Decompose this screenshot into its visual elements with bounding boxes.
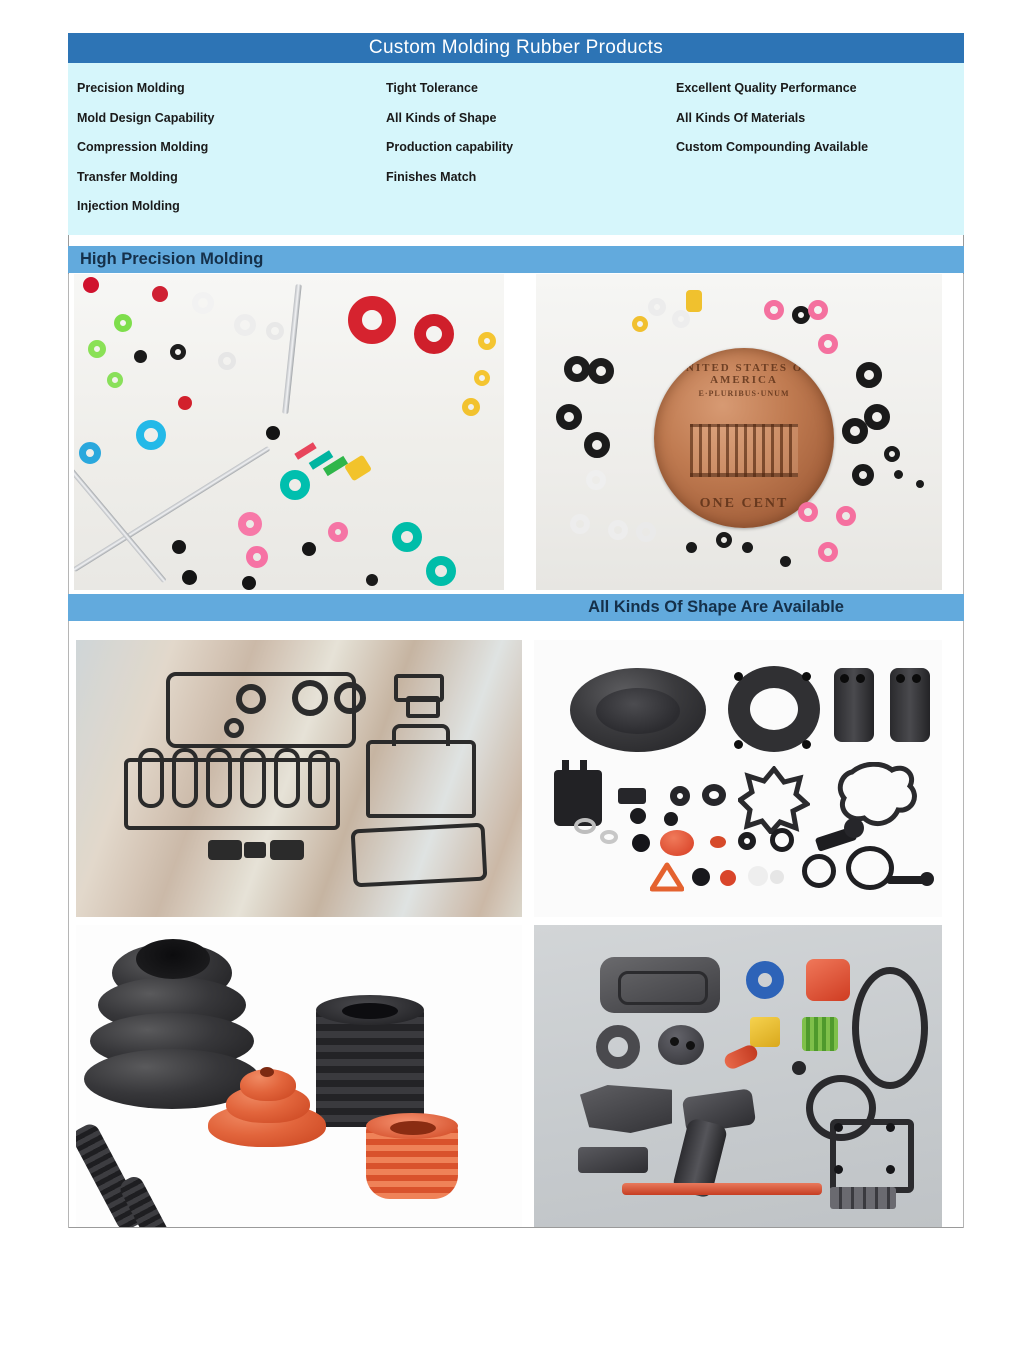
feature-item: Compression Molding <box>77 140 209 154</box>
o-ring <box>462 398 480 416</box>
gasket-finger <box>172 748 198 808</box>
coin-memorial-icon <box>690 424 798 478</box>
o-ring <box>884 446 900 462</box>
needle-icon <box>282 284 302 414</box>
o-ring-dot <box>172 540 186 554</box>
o-ring <box>414 314 454 354</box>
red-block <box>806 959 850 1001</box>
segmented-block <box>830 1187 896 1209</box>
o-ring <box>170 344 186 360</box>
photo-black-molded-parts <box>534 640 942 917</box>
gasket-finger <box>240 748 266 808</box>
band-yellow <box>344 455 372 482</box>
o-ring <box>632 316 648 332</box>
o-ring <box>564 356 590 382</box>
o-ring <box>348 296 396 344</box>
o-ring-dot <box>780 556 791 567</box>
cylinder-hole <box>856 674 865 683</box>
cylinder-hole <box>912 674 921 683</box>
o-ring <box>246 546 268 568</box>
button-hole <box>670 1037 679 1046</box>
bar-part <box>578 1147 648 1173</box>
o-ring <box>114 314 132 332</box>
gasket-ring <box>334 682 366 714</box>
triangle-gasket-icon <box>650 862 684 892</box>
o-ring <box>842 418 868 444</box>
photo-o-rings-with-coin <box>536 274 942 590</box>
bolt-hole <box>802 672 811 681</box>
red-diaphragm <box>660 830 694 856</box>
o-ring-dot <box>366 574 378 586</box>
needle-icon <box>74 465 167 583</box>
o-ring <box>636 522 656 542</box>
small-grommet <box>770 828 794 852</box>
o-ring <box>88 340 106 358</box>
section-header-all-kinds-of-shape: All Kinds Of Shape Are Available <box>68 594 964 621</box>
o-ring-dot <box>894 470 903 479</box>
o-ring <box>234 314 256 336</box>
bolt-hole <box>886 1123 895 1132</box>
o-ring <box>328 522 348 542</box>
o-ring-dot <box>916 480 924 488</box>
bushing <box>270 840 304 860</box>
small-part <box>632 834 650 852</box>
button-hole <box>686 1041 695 1050</box>
small-part <box>792 1061 806 1075</box>
blue-grommet <box>746 961 784 999</box>
o-ring <box>570 514 590 534</box>
cylinder-hole <box>896 674 905 683</box>
large-o-ring <box>852 967 928 1089</box>
bushing <box>244 842 266 858</box>
o-ring <box>818 542 838 562</box>
o-ring <box>608 520 628 540</box>
gasket-finger <box>308 750 330 808</box>
small-grommet <box>702 784 726 806</box>
feature-item: All Kinds of Shape <box>386 110 497 125</box>
o-ring <box>426 556 456 586</box>
bolt-hole <box>802 740 811 749</box>
gasket-outline <box>366 740 476 818</box>
features-column-2 <box>386 74 666 192</box>
o-ring <box>152 286 168 302</box>
small-part <box>630 808 646 824</box>
white-ring <box>574 818 596 834</box>
feature-item: Custom Compounding Available <box>676 140 869 154</box>
o-ring <box>648 298 666 316</box>
handle-knob <box>844 818 864 838</box>
o-ring <box>280 470 310 500</box>
one-cent-coin <box>654 348 834 528</box>
gasket-finger <box>138 748 164 808</box>
plug <box>554 770 602 826</box>
o-ring <box>716 532 732 548</box>
small-grommet <box>670 786 690 806</box>
photo-rubber-gaskets <box>76 640 522 917</box>
feature-item: Precision Molding <box>77 81 185 95</box>
bushing <box>208 840 242 860</box>
white-part <box>770 870 784 884</box>
o-ring-dot <box>742 542 753 553</box>
o-ring <box>818 334 838 354</box>
red-strip <box>622 1183 822 1195</box>
cylinder-hole <box>840 674 849 683</box>
square-gasket <box>830 1119 914 1193</box>
features-column-1 <box>77 74 377 222</box>
o-ring <box>192 292 214 314</box>
o-ring-dot <box>686 542 697 553</box>
o-ring-dot <box>134 350 147 363</box>
o-ring <box>672 310 690 328</box>
o-ring-dot <box>302 542 316 556</box>
feature-item: Mold Design Capability <box>77 110 215 125</box>
bolt-hole <box>834 1123 843 1132</box>
divider <box>68 274 69 594</box>
o-ring <box>836 506 856 526</box>
section-header-high-precision-molding: High Precision Molding <box>68 246 964 273</box>
threaded-boot-bore <box>342 1003 398 1019</box>
o-ring <box>856 362 882 388</box>
gray-ring <box>596 1025 640 1069</box>
photo-micro-o-rings-with-needles <box>74 274 504 590</box>
o-ring <box>218 352 236 370</box>
divider <box>963 621 964 1228</box>
gasket-ring <box>292 680 328 716</box>
o-ring <box>474 370 490 386</box>
orange-cup-bore <box>390 1121 436 1135</box>
diaphragm-inner <box>596 688 680 734</box>
feature-item: Excellent Quality Performance <box>676 81 857 95</box>
photo-bellows-boots <box>76 925 522 1227</box>
o-ring-dot <box>242 576 256 590</box>
red-part <box>720 870 736 886</box>
photo-assorted-components <box>534 925 942 1227</box>
gasket-finger <box>274 748 300 808</box>
band-red <box>294 442 316 460</box>
feature-item: Transfer Molding <box>77 169 178 184</box>
feature-item: Tight Tolerance <box>386 81 478 95</box>
o-ring-dot <box>178 396 192 410</box>
o-ring <box>798 502 818 522</box>
o-ring <box>392 522 422 552</box>
feature-item: All Kinds Of Materials <box>676 110 806 125</box>
feature-item: Finishes Match <box>386 169 477 184</box>
coin-text-top: UNITED STATES OF AMERICA <box>675 362 813 387</box>
o-ring <box>586 470 606 490</box>
o-ring <box>83 277 99 293</box>
page-title: Custom Molding Rubber Products <box>68 33 964 63</box>
o-ring <box>864 404 890 430</box>
yellow-block <box>750 1017 780 1047</box>
gray-button <box>658 1025 704 1065</box>
divider <box>68 621 69 1228</box>
features-column-3 <box>676 74 956 163</box>
divider <box>963 274 964 594</box>
bracket-part <box>580 1085 672 1133</box>
gasket-clip <box>406 696 440 718</box>
o-ring <box>79 442 101 464</box>
small-part <box>664 812 678 826</box>
gasket-outline <box>351 823 488 888</box>
small-grommet <box>738 832 756 850</box>
bellows-opening <box>136 939 210 979</box>
gasket-outline <box>392 724 450 746</box>
bolt-hole <box>886 1165 895 1174</box>
bolt-hole <box>734 740 743 749</box>
o-ring <box>808 300 828 320</box>
o-ring <box>852 464 874 486</box>
coin-text-bottom: ONE CENT <box>699 495 789 511</box>
red-part <box>710 836 726 848</box>
o-ring <box>136 420 166 450</box>
yellow-block <box>686 290 702 312</box>
small-part <box>618 788 646 804</box>
gasket-ring <box>224 718 244 738</box>
white-ring <box>600 830 618 844</box>
small-part <box>692 868 710 886</box>
features-panel <box>68 63 964 235</box>
o-ring <box>584 432 610 458</box>
white-part <box>748 866 768 886</box>
o-ring <box>764 300 784 320</box>
bolt-hole <box>734 672 743 681</box>
o-ring <box>802 854 836 888</box>
bolt-hole <box>834 1165 843 1174</box>
o-ring <box>266 322 284 340</box>
o-ring <box>846 846 894 890</box>
coin-text-motto: E·PLURIBUS·UNUM <box>698 389 790 399</box>
plug-pin <box>562 760 569 774</box>
o-ring <box>588 358 614 384</box>
o-ring <box>556 404 582 430</box>
o-ring-dot <box>266 426 280 440</box>
star-gasket-icon <box>738 766 810 834</box>
plug-pin <box>580 760 587 774</box>
o-ring <box>478 332 496 350</box>
gasket-finger <box>206 748 232 808</box>
o-ring <box>238 512 262 536</box>
green-ribbed-block <box>802 1017 838 1051</box>
pad-inner-outline <box>618 971 708 1005</box>
orange-bellows-hole <box>260 1067 274 1077</box>
feature-item: Injection Molding <box>77 199 180 213</box>
o-ring-dot <box>182 570 197 585</box>
o-ring <box>107 372 123 388</box>
gasket-ring <box>236 684 266 714</box>
rod-end <box>920 872 934 886</box>
feature-item: Production capability <box>386 140 514 154</box>
